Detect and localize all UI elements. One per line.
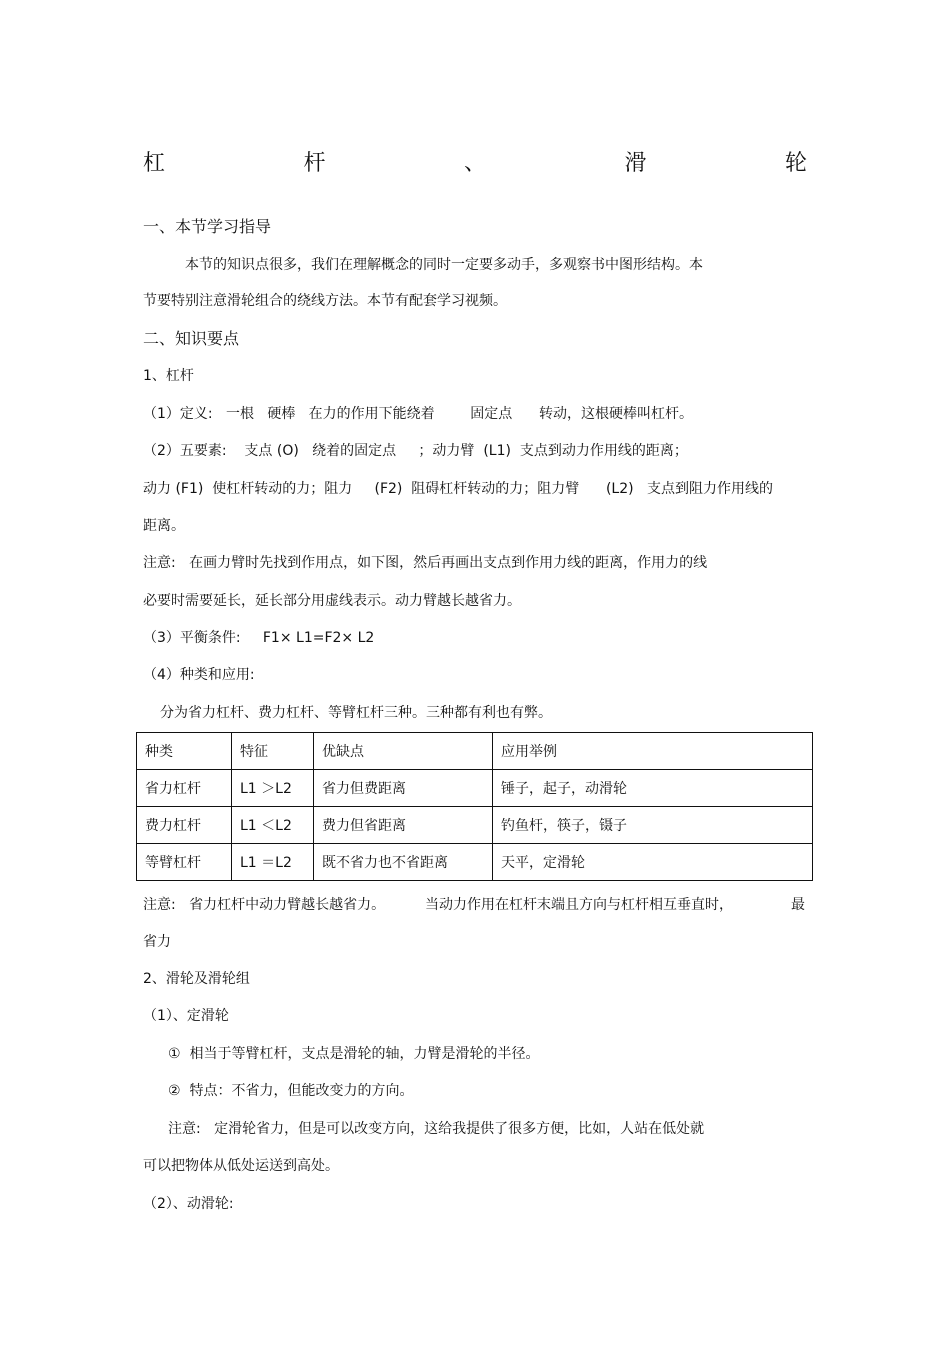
section-heading-guide: 一、本节学习指导 xyxy=(143,217,272,236)
note-line: 必要时需要延长，延长部分用虚线表示。动力臂越长越省力。 xyxy=(143,593,521,609)
table-cell: 钓鱼杆，筷子，镊子 xyxy=(493,807,813,844)
table-header-cell: 特征 xyxy=(232,733,314,770)
note-line: 注意: 在画力臂时先找到作用点，如下图，然后再画出支点到作用力线的距离，作用力的线 xyxy=(143,555,708,571)
table-cell: L1 ＜L2 xyxy=(232,807,314,844)
guide-paragraph-line: 节要特别注意滑轮组合的绕线方法。本节有配套学习视频。 xyxy=(143,293,507,309)
five-elements-line: 距离。 xyxy=(143,518,185,534)
subsection-lever: 1、杠杆 xyxy=(143,368,194,384)
note-line: 注意: 省力杠杆中动力臂越长越省力。 xyxy=(143,897,386,913)
title-char: 轮 xyxy=(784,151,807,176)
table-row xyxy=(137,770,813,807)
table-header-cell: 应用举例 xyxy=(493,733,813,770)
table-cell: 省力但费距离 xyxy=(314,770,493,807)
note-line: 最 xyxy=(791,897,805,913)
title-char: 杠 xyxy=(143,151,166,176)
table-cell: 天平，定滑轮 xyxy=(493,844,813,881)
table-cell: 既不省力也不省距离 xyxy=(314,844,493,881)
five-elements-line: 动力 (F1) 使杠杆转动的力；阻力 (F2) 阻碍杠杆转动的力；阻力臂 (L2) 支点到阻力作用线的 xyxy=(143,481,773,497)
table-header-cell: 优缺点 xyxy=(314,733,493,770)
subsection-pulley: 2、滑轮及滑轮组 xyxy=(143,971,250,987)
types-heading: （4）种类和应用: xyxy=(143,667,255,683)
table-cell: L1 ＝L2 xyxy=(232,844,314,881)
note-line: 省力 xyxy=(143,934,171,950)
note-line: 当动力作用在杠杆末端且方向与杠杆相互垂直时， xyxy=(425,897,733,913)
section-heading-points: 二、知识要点 xyxy=(143,329,240,348)
page-title xyxy=(143,150,807,178)
table-cell: 省力杠杆 xyxy=(137,770,232,807)
title-char: 、 xyxy=(463,151,486,176)
table-row xyxy=(137,844,813,881)
table-cell: 费力但省距离 xyxy=(314,807,493,844)
movable-pulley-heading: （2）、动滑轮: xyxy=(143,1196,234,1212)
lever-types-table xyxy=(136,732,813,881)
five-elements-line: （2）五要素: 支点 (O) 绕着的固定点 ；动力臂 (L1) 支点到动力作用线的距离； xyxy=(143,443,688,459)
fixed-pulley-heading: （1）、定滑轮 xyxy=(143,1008,229,1024)
guide-paragraph-line: 本节的知识点很多，我们在理解概念的同时一定要多动手，多观察书中图形结构。本 xyxy=(185,257,703,273)
fixed-pulley-item: ② 特点：不省力，但能改变力的方向。 xyxy=(168,1083,414,1099)
table-cell: 锤子，起子，动滑轮 xyxy=(493,770,813,807)
table-row xyxy=(137,807,813,844)
note-line: 可以把物体从低处运送到高处。 xyxy=(143,1158,339,1174)
note-line: 注意: 定滑轮省力，但是可以改变方向，这给我提供了很多方便，比如，人站在低处就 xyxy=(168,1121,705,1137)
table-cell: 等臂杠杆 xyxy=(137,844,232,881)
table-cell: L1 ＞L2 xyxy=(232,770,314,807)
fixed-pulley-item: ① 相当于等臂杠杆，支点是滑轮的轴，力臂是滑轮的半径。 xyxy=(168,1046,540,1062)
table-cell: 费力杠杆 xyxy=(137,807,232,844)
title-char: 滑 xyxy=(624,151,647,176)
types-description: 分为省力杠杆、费力杠杆、等臂杠杆三种。三种都有利也有弊。 xyxy=(160,705,552,721)
lever-definition: （1）定义: 一根 硬棒 在力的作用下能绕着 固定点 转动，这根硬棒叫杠杆。 xyxy=(143,406,693,422)
title-char: 杆 xyxy=(303,151,326,176)
table-header-cell: 种类 xyxy=(137,733,232,770)
table-header-row xyxy=(137,733,813,770)
balance-condition: （3）平衡条件: F1× L1=F2× L2 xyxy=(143,630,375,646)
